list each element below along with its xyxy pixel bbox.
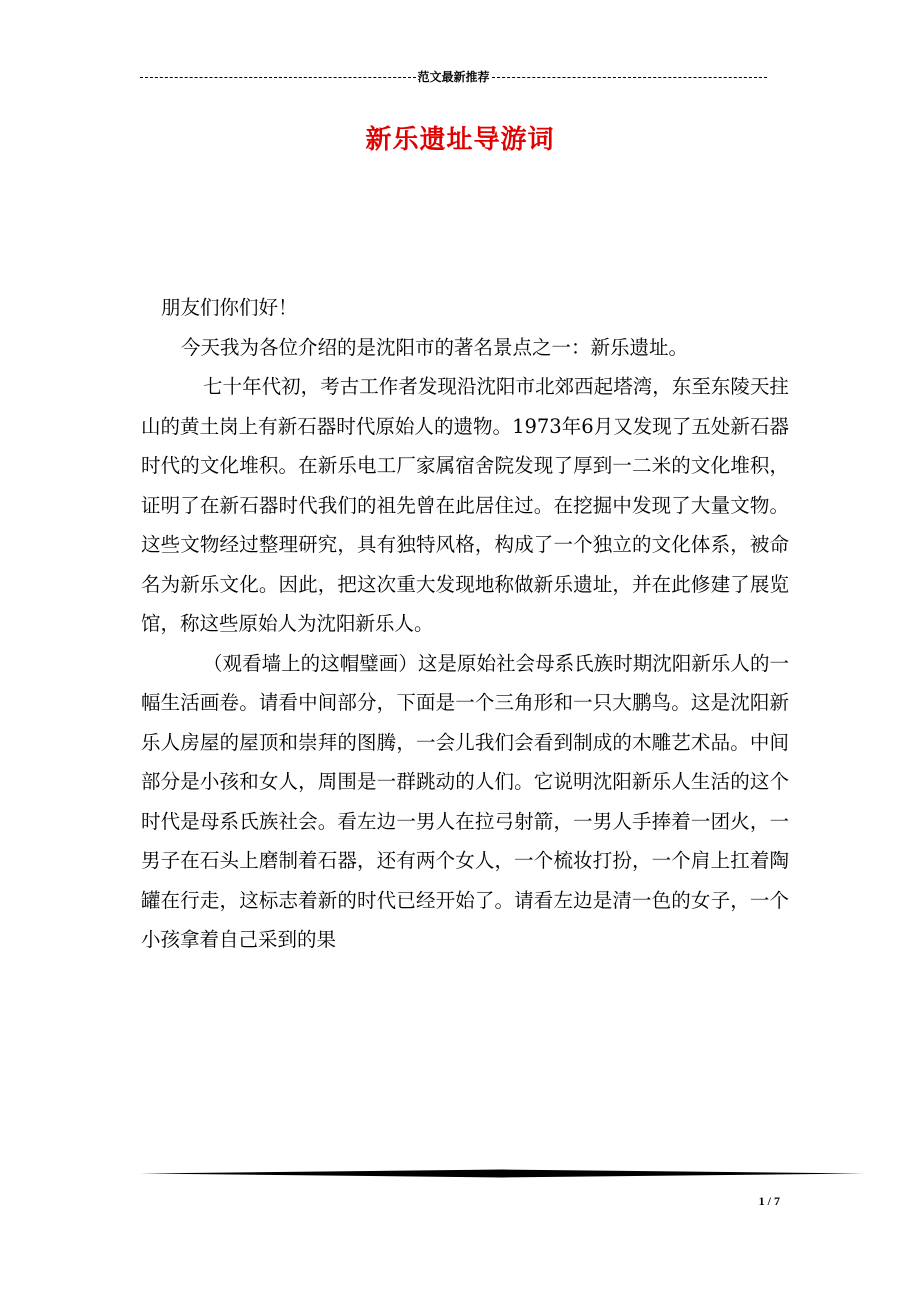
paragraph-greeting: 朋友们你们好！ (161, 296, 298, 319)
header-label: 范文最新推荐 (417, 70, 490, 84)
header-dash-left (140, 77, 416, 78)
footer-line (140, 1169, 864, 1178)
header-dash-right (492, 77, 767, 78)
header-rule (140, 68, 767, 86)
page-number: 1 / 7 (758, 1194, 780, 1208)
paragraph-intro: 今天我为各位介绍的是沈阳市的著名景点之一：新乐遗址。 (181, 335, 689, 359)
paragraph-mural: （观看墙上的这帽璧画）这是原始社会母系氏族时期沈阳新乐人的一幅生活画卷。请看中间部分，下面是一个三角形和一只大鹏鸟。这是沈阳新乐人房屋的屋顶和崇拜的图腾，一会儿我们会看到制成的木雕艺术品。中间部分是小孩和女人，周围是一群跳动的人们。它说明沈阳新乐人生活的这个时代是母系氏族社会。看左边一男人在拉弓射箭，一男人手捧着一团火，一男子在石头上磨制着石器，还有两个女人，一个梳妆打扮，一个肩上扛着陶罐在行走，这标志着新的时代已经开始了。请看左边是清一色的女子，一个小孩拿着自己采到的果 (141, 651, 789, 951)
paragraph-history: 七十年代初，考古工作者发现沿沈阳市北郊西起塔湾，东至东陵天拄山的黄土岗上有新石器时代原始人的遗物。1973年6月又发现了五处新石器时代的文化堆积。在新乐电工厂家属宿舍院发现了厚到一二米的文化堆积，证明了在新石器时代我们的祖先曾在此居住过。在挖掘中发现了大量文物。这些文物经过整理研究，具有独特风格，构成了一个独立的文化体系，被命名为新乐文化。因此，把这次重大发现地称做新乐遗址，并在此修建了展览馆，称这些原始人为沈阳新乐人。 (141, 375, 789, 635)
document-title: 新乐遗址导游词 (365, 125, 555, 155)
document-body (141, 288, 789, 960)
